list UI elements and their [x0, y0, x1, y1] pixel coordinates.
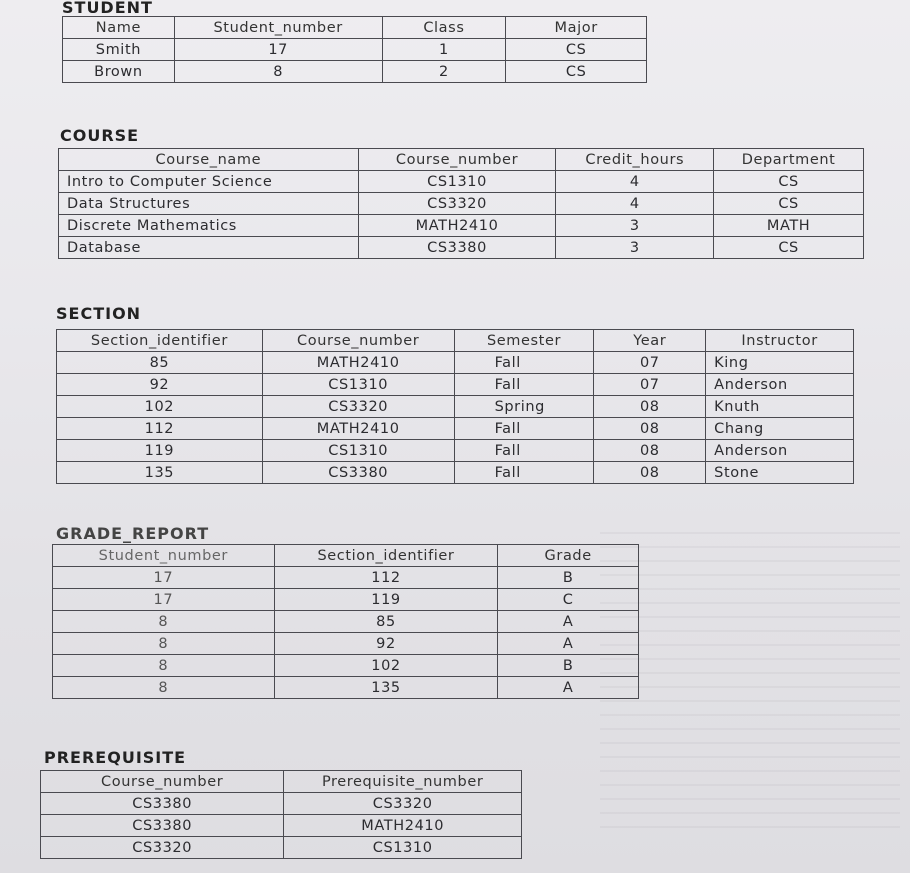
table-cell: CS3380 [41, 793, 284, 815]
table-row [57, 374, 854, 396]
table-cell: 8 [53, 655, 275, 677]
table-cell: 07 [594, 352, 706, 374]
column-header: Section_identifier [57, 330, 263, 352]
table-cell: 4 [556, 193, 714, 215]
table-cell: 8 [53, 611, 275, 633]
table-cell: CS1310 [262, 440, 454, 462]
table-row [41, 837, 522, 859]
column-header: Section_identifier [274, 545, 498, 567]
table-cell: 3 [556, 215, 714, 237]
table-cell: 8 [53, 677, 275, 699]
table-cell: 08 [594, 462, 706, 484]
table-cell: 119 [57, 440, 263, 462]
table-cell: 1 [382, 39, 506, 61]
column-header: Student_number [174, 17, 382, 39]
table-cell: 135 [57, 462, 263, 484]
table-row [57, 462, 854, 484]
table-cell: A [498, 677, 639, 699]
table-cell: CS1310 [262, 374, 454, 396]
table-cell: 8 [53, 633, 275, 655]
table-cell: Smith [63, 39, 175, 61]
table-cell: 135 [274, 677, 498, 699]
table-cell: 17 [174, 39, 382, 61]
table-row [59, 171, 864, 193]
table-header-row [59, 149, 864, 171]
table-cell: CS [714, 237, 864, 259]
table-cell: 112 [274, 567, 498, 589]
table-cell: MATH2410 [262, 418, 454, 440]
table-cell: 17 [53, 567, 275, 589]
table-cell: MATH [714, 215, 864, 237]
table-cell: Fall [454, 374, 594, 396]
table-cell: Fall [454, 462, 594, 484]
table-cell: Knuth [706, 396, 854, 418]
table-cell: CS [506, 39, 647, 61]
table-header-row [53, 545, 639, 567]
table-cell: CS1310 [358, 171, 556, 193]
table-row [57, 418, 854, 440]
table-row [53, 633, 639, 655]
table-row [57, 352, 854, 374]
table-cell: B [498, 567, 639, 589]
table-cell: Chang [706, 418, 854, 440]
table-row [57, 396, 854, 418]
column-header: Name [63, 17, 175, 39]
table-row [59, 237, 864, 259]
table-cell: CS [506, 61, 647, 83]
table-cell: 08 [594, 440, 706, 462]
table-cell: Anderson [706, 440, 854, 462]
column-header: Course_number [262, 330, 454, 352]
table-cell: 2 [382, 61, 506, 83]
table-cell: 17 [53, 589, 275, 611]
table-cell: Intro to Computer Science [59, 171, 359, 193]
table-cell: 119 [274, 589, 498, 611]
table-cell: 08 [594, 418, 706, 440]
table-row [53, 611, 639, 633]
table-row [63, 39, 647, 61]
column-header: Semester [454, 330, 594, 352]
column-header: Instructor [706, 330, 854, 352]
table-cell: CS3380 [358, 237, 556, 259]
table-cell: Fall [454, 440, 594, 462]
table-cell: 102 [274, 655, 498, 677]
table-row [63, 61, 647, 83]
table-cell: CS [714, 171, 864, 193]
table-row [41, 793, 522, 815]
table-header-row [57, 330, 854, 352]
table-cell: CS3320 [262, 396, 454, 418]
grade-report-table [52, 544, 639, 699]
grade-report-heading: GRADE_REPORT [56, 524, 210, 543]
table-cell: CS3320 [41, 837, 284, 859]
section-table [56, 329, 854, 484]
table-cell: King [706, 352, 854, 374]
prerequisite-heading: PREREQUISITE [44, 748, 187, 767]
table-cell: CS [714, 193, 864, 215]
table-cell: MATH2410 [284, 815, 522, 837]
column-header: Course_number [358, 149, 556, 171]
table-cell: C [498, 589, 639, 611]
table-cell: CS3380 [262, 462, 454, 484]
table-cell: Fall [454, 352, 594, 374]
column-header: Major [506, 17, 647, 39]
student-heading: STUDENT [62, 0, 153, 17]
course-table [58, 148, 864, 259]
table-cell: 92 [274, 633, 498, 655]
table-row [59, 193, 864, 215]
table-cell: A [498, 611, 639, 633]
table-cell: Stone [706, 462, 854, 484]
column-header: Course_number [41, 771, 284, 793]
table-row [53, 677, 639, 699]
table-cell: CS1310 [284, 837, 522, 859]
table-cell: Spring [454, 396, 594, 418]
table-row [57, 440, 854, 462]
student-table [62, 16, 647, 83]
table-cell: MATH2410 [358, 215, 556, 237]
table-cell: CS3380 [41, 815, 284, 837]
table-row [53, 589, 639, 611]
table-cell: 85 [274, 611, 498, 633]
column-header: Grade [498, 545, 639, 567]
course-heading: COURSE [60, 126, 140, 145]
table-cell: CS3320 [358, 193, 556, 215]
table-cell: 3 [556, 237, 714, 259]
table-row [53, 655, 639, 677]
table-cell: 112 [57, 418, 263, 440]
table-cell: 102 [57, 396, 263, 418]
bleed-through-text [600, 520, 900, 840]
table-header-row [63, 17, 647, 39]
table-cell: 8 [174, 61, 382, 83]
prerequisite-table [40, 770, 522, 859]
column-header: Class [382, 17, 506, 39]
column-header: Student_number [53, 545, 275, 567]
table-cell: Database [59, 237, 359, 259]
section-heading: SECTION [56, 304, 142, 323]
table-cell: Discrete Mathematics [59, 215, 359, 237]
table-cell: Anderson [706, 374, 854, 396]
table-cell: 92 [57, 374, 263, 396]
table-cell: B [498, 655, 639, 677]
table-cell: 08 [594, 396, 706, 418]
column-header: Department [714, 149, 864, 171]
table-cell: 4 [556, 171, 714, 193]
table-cell: 85 [57, 352, 263, 374]
table-cell: Fall [454, 418, 594, 440]
column-header: Course_name [59, 149, 359, 171]
column-header: Prerequisite_number [284, 771, 522, 793]
table-cell: A [498, 633, 639, 655]
table-cell: 07 [594, 374, 706, 396]
table-cell: CS3320 [284, 793, 522, 815]
column-header: Credit_hours [556, 149, 714, 171]
table-cell: MATH2410 [262, 352, 454, 374]
table-cell: Data Structures [59, 193, 359, 215]
column-header: Year [594, 330, 706, 352]
table-header-row [41, 771, 522, 793]
table-row [53, 567, 639, 589]
table-row [41, 815, 522, 837]
table-cell: Brown [63, 61, 175, 83]
table-row [59, 215, 864, 237]
